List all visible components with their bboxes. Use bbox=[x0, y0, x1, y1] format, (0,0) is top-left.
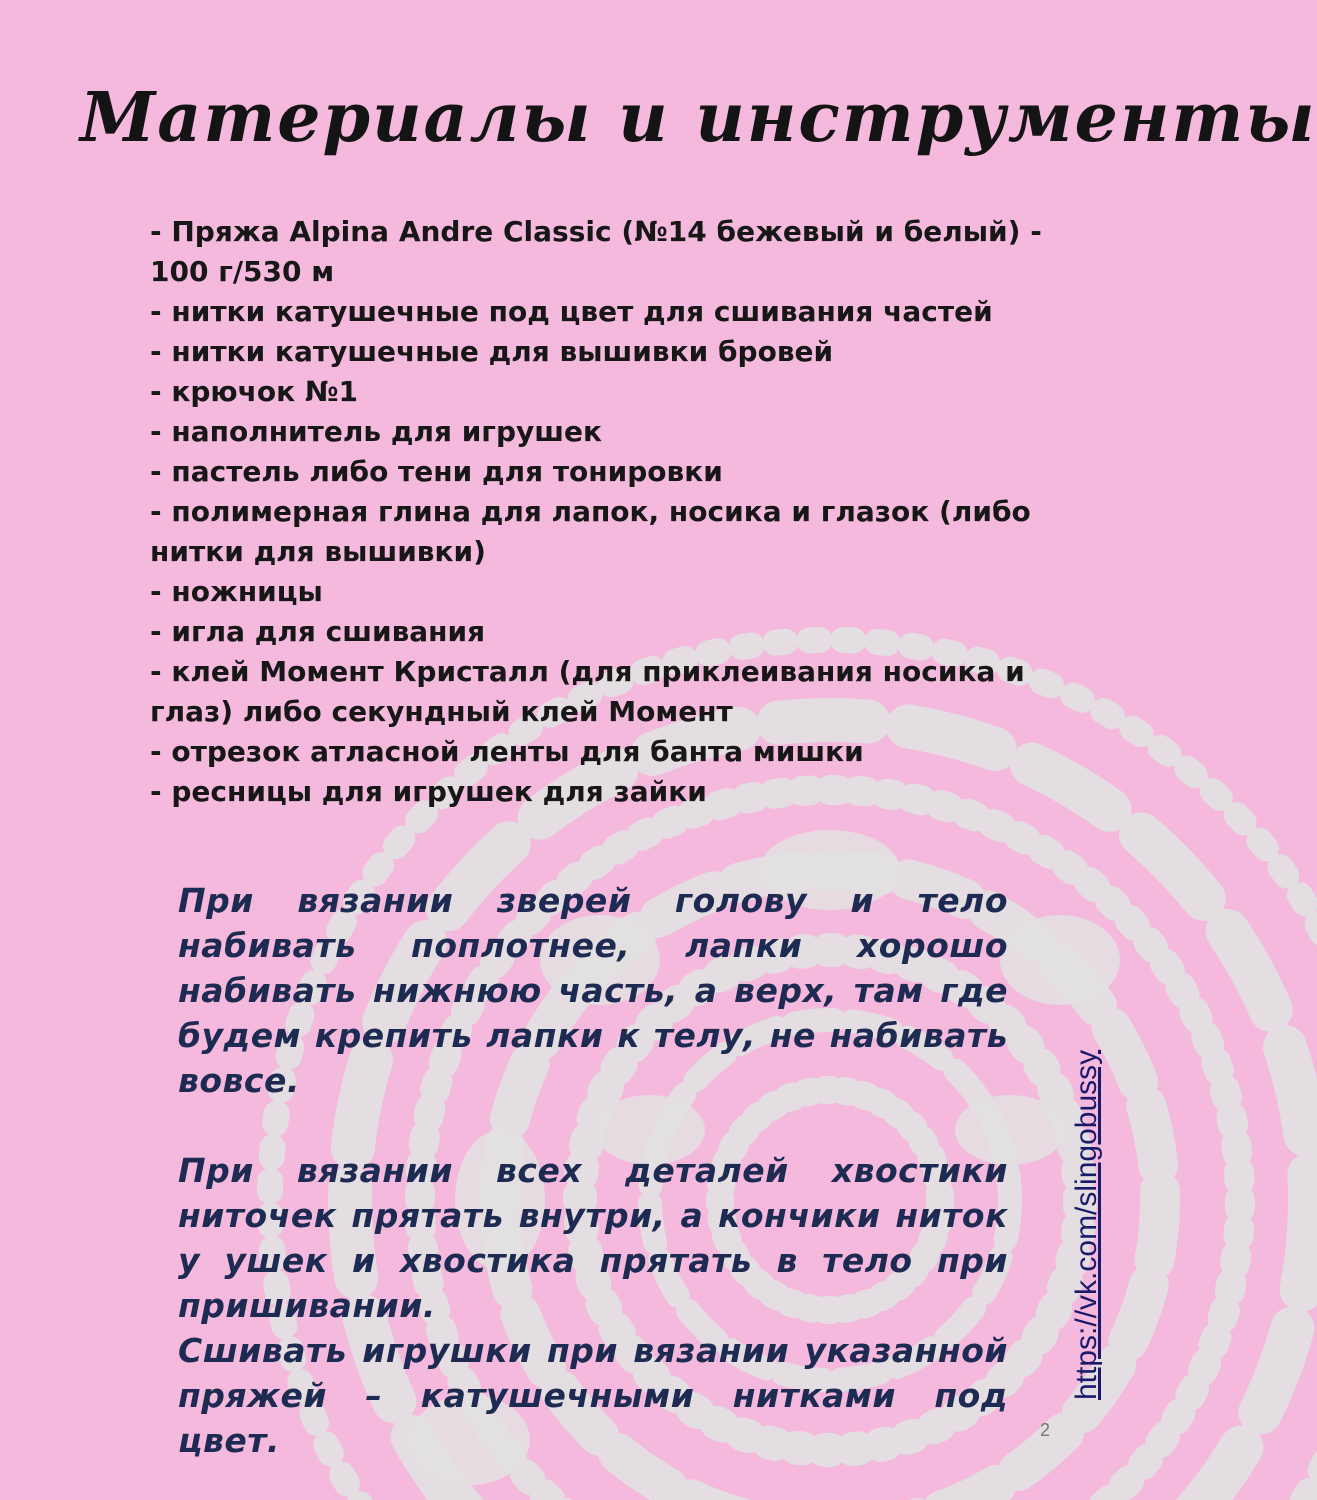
list-item: - ресницы для игрушек для зайки bbox=[150, 775, 707, 808]
sewing-thread-note: Сшивать игрушки при вязании указанной пряжей – катушечными нитками под цвет. bbox=[178, 1331, 1008, 1460]
list-item: - пастель либо тени для тонировки bbox=[150, 455, 723, 488]
materials-list bbox=[150, 212, 1065, 812]
list-item: - отрезок атласной ленты для банта мишки bbox=[150, 735, 864, 768]
list-item: - игла для сшивания bbox=[150, 615, 486, 648]
page-title: Материалы и инструменты bbox=[80, 78, 1317, 158]
sewing-note bbox=[178, 1148, 1008, 1463]
list-item: - полимерная глина для лапок, носика и глазок (либо нитки для вышивки) bbox=[150, 495, 1031, 568]
list-item: - нитки катушечные для вышивки бровей bbox=[150, 335, 834, 368]
page-number: 2 bbox=[1040, 1420, 1051, 1440]
thread-ends-note: При вязании всех деталей хвостики ниточек прятать внутри, а кончики ниток у ушек и хвостика прятать в тело при пришивании. bbox=[178, 1151, 1008, 1325]
list-item: - наполнитель для игрушек bbox=[150, 415, 602, 448]
list-item: - крючок №1 bbox=[150, 375, 359, 408]
vk-link[interactable]: https://vk.com/slingobussy bbox=[1070, 1049, 1103, 1400]
list-item: - ножницы bbox=[150, 575, 323, 608]
stuffing-note: При вязании зверей голову и тело набивать поплотнее, лапки хорошо набивать нижнюю часть, а верх, там где будем крепить лапки к телу, не набивать вовсе. bbox=[178, 881, 1008, 1100]
list-item: - клей Момент Кристалл (для приклеивания носика и глаз) либо секундный клей Момент bbox=[150, 655, 1025, 728]
list-item: - нитки катушечные под цвет для сшивания частей bbox=[150, 295, 993, 328]
list-item: - Пряжа Alpina Andre Classic (№14 бежевый и белый) - 100 г/530 м bbox=[150, 215, 1042, 288]
